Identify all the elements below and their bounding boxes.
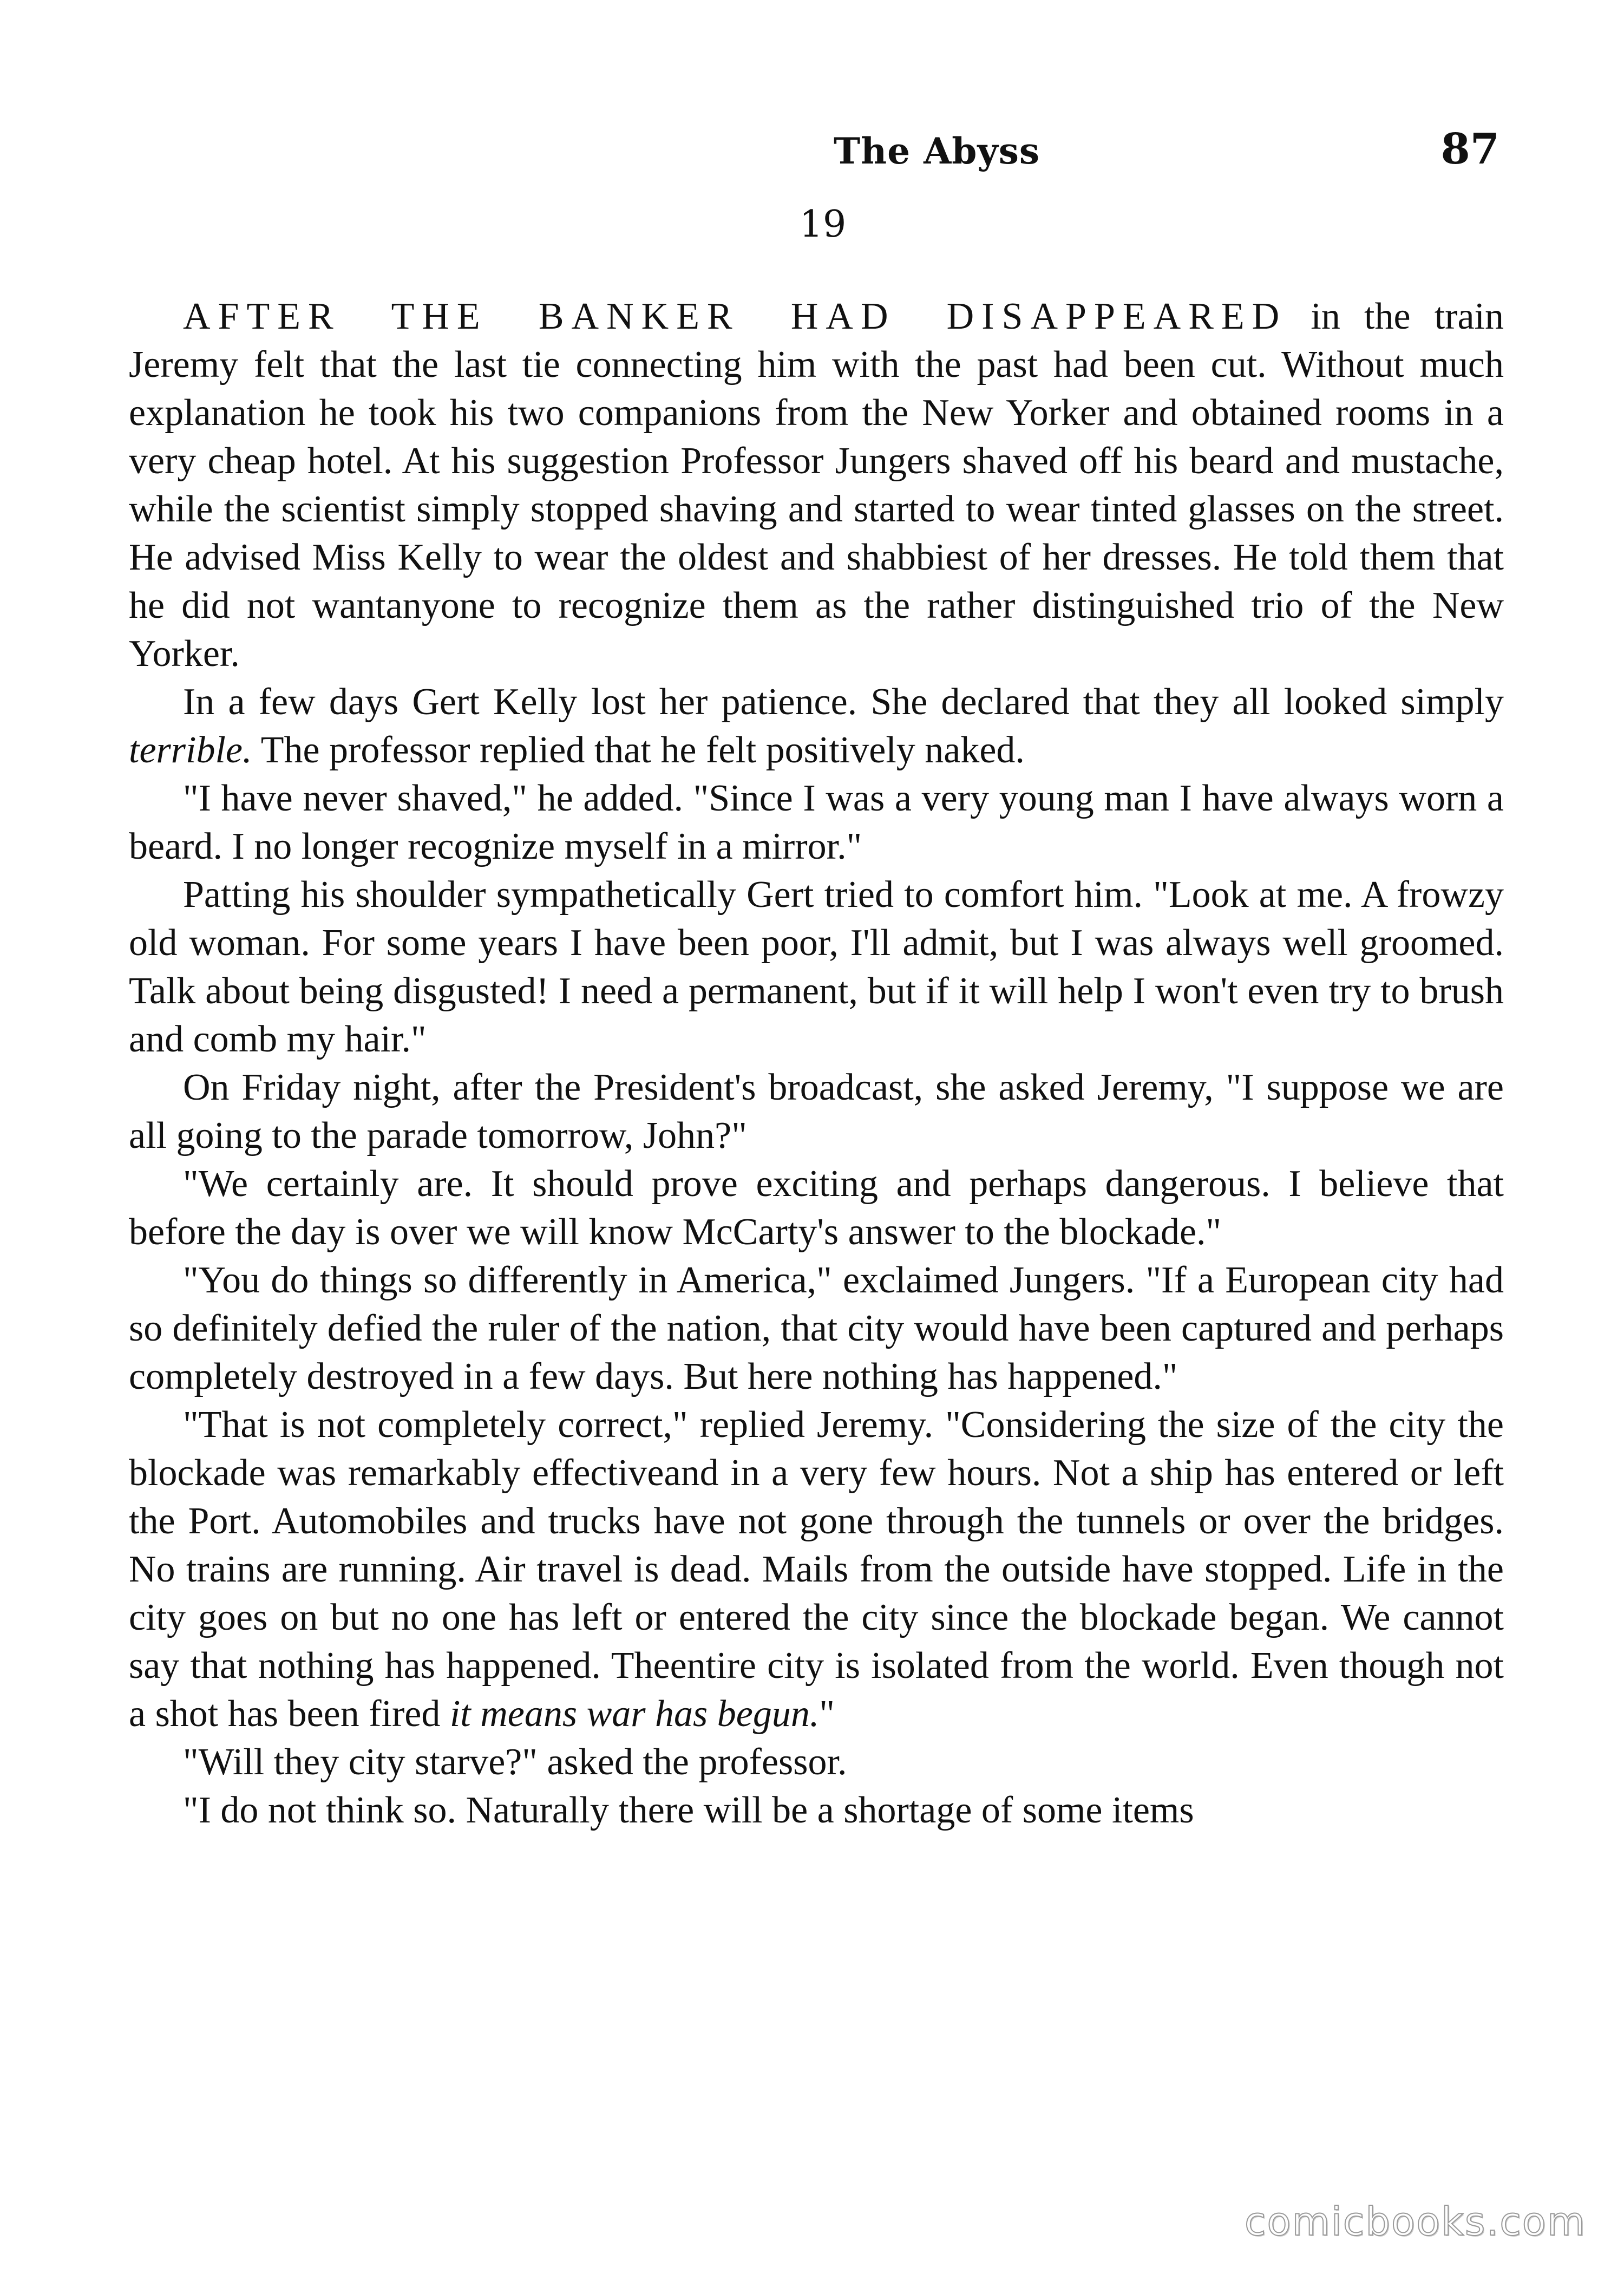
paragraph: On Friday night, after the President's broadcast, she asked Jeremy, "I suppose we are all going to the parade tomorrow, John?" <box>129 1067 1504 1156</box>
paragraph: "We certainly are. It should prove exciting and perhaps dangerous. I believe that before the day is over we will know McCarty's answer to the blockade." <box>129 1163 1504 1253</box>
paragraph: "I do not think so. Naturally there will be a shortage of some items <box>183 1789 1194 1831</box>
page-number: 87 <box>1440 125 1499 174</box>
watermark-logo: comicbooks.com <box>1244 2199 1586 2244</box>
paragraph: "I have never shaved," he added. "Since I was a very young man I have always worn a beard. I no longer recognize myself in a mirror." <box>129 777 1504 867</box>
paragraph-text: The professor replied that he felt positively naked. <box>252 729 1025 771</box>
emphasized-text: it means war has begun. <box>449 1693 820 1735</box>
chapter-number: 19 <box>799 203 847 246</box>
running-title: The Abyss <box>834 130 1040 172</box>
paragraph-text: In a few days Gert Kelly lost her patience. She declared that they all looked simply <box>183 681 1504 723</box>
page-header <box>130 125 1499 190</box>
paragraph <box>129 678 1504 774</box>
paragraph: "You do things so differently in America," exclaimed Jungers. "If a European city had so definitely defied the ruler of the nation, that city would have been captured and perhaps completely destroyed in a few days. But here nothing has happened." <box>129 1259 1504 1397</box>
emphasized-text: terrible. <box>129 729 252 771</box>
paragraph-lead: AFTER THE BANKER HAD DISAPPEARED <box>183 296 1287 337</box>
chapter-body <box>129 292 1504 1834</box>
paragraph <box>129 1401 1504 1738</box>
paragraph-text: "That is not completely correct," replied Jeremy. "Considering the size of the city the blockade was remarkably effectiveand in a very few hours. Not a ship has entered or left the Port. Automobiles and trucks have not gone through the tunnels or over the bridges. No trains are running. Air travel is dead. Mails from the outside have stopped. Life in the city goes on but no one has left or entered the city since the blockade began. We cannot say that nothing has happened. Theentire city is isolated from the world. Even though not a shot has been fired <box>129 1404 1504 1735</box>
paragraph <box>129 292 1504 678</box>
paragraph-text: " <box>819 1693 835 1735</box>
paragraph-text: in the train Jeremy felt that the last tie connecting him with the past had been cut. Without much explanation he took his two companions from the New Yorker and obtained rooms in a very cheap hotel. At his suggestion Professor Jungers shaved off his beard and mustache, while the scientist simply stopped shaving and started to wear tinted glasses on the street. He advised Miss Kelly to wear the oldest and shabbiest of her dresses. He told them that he did not wantanyone to recognize them as the rather distinguished trio of the New Yorker. <box>129 296 1504 675</box>
paragraph: "Will they city starve?" asked the professor. <box>183 1741 847 1783</box>
paragraph: Patting his shoulder sympathetically Gert tried to comfort him. "Look at me. A frowzy old woman. For some years I have been poor, I'll admit, but I was always well groomed. Talk about being disgusted! I need a permanent, but if it will help I won't even try to brush and comb my hair." <box>129 874 1504 1060</box>
